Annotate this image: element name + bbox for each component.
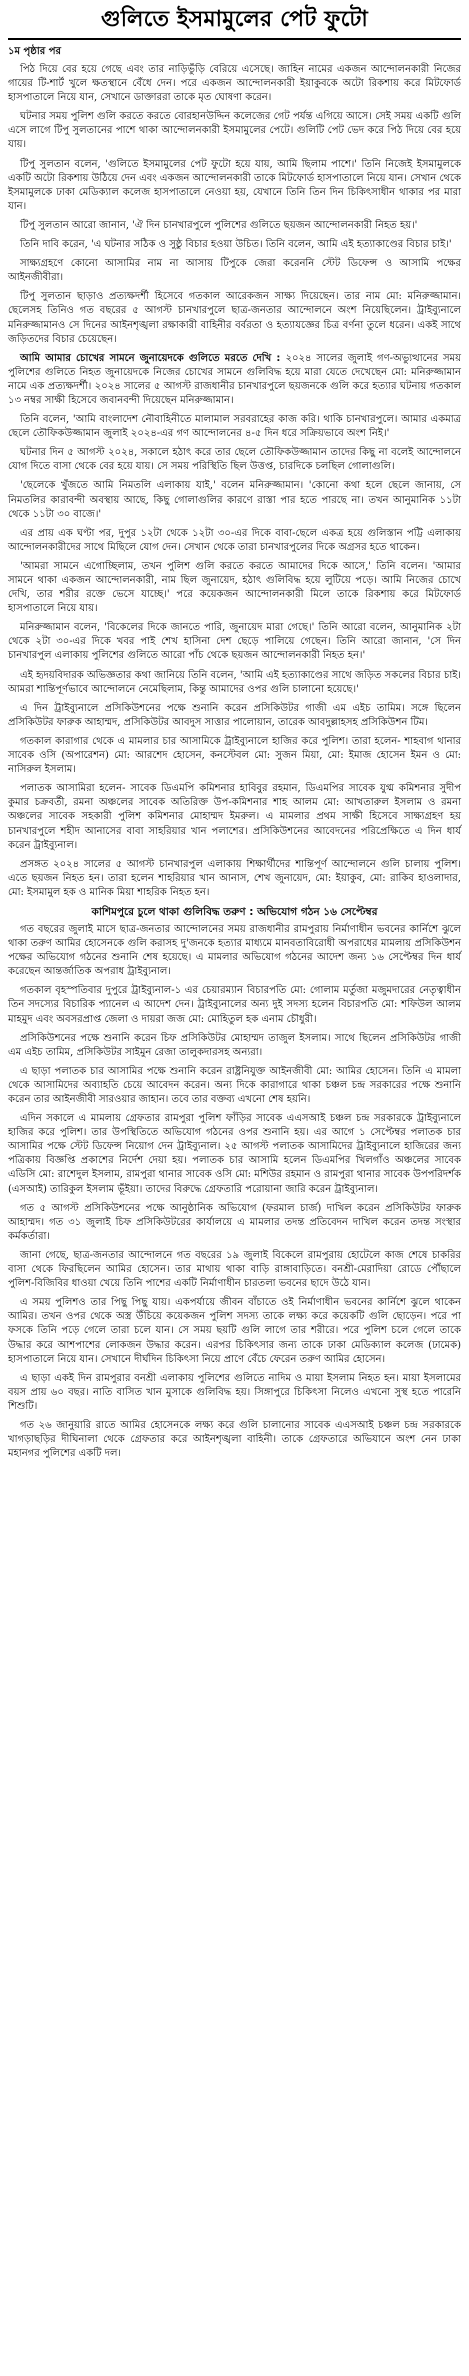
article-paragraph: এর প্রায় এক ঘণ্টা পর, দুপুর ১২টা থেকে ১২টা ৩০-এর দিকে বাবা-ছেলে একত্র হয়ে গুলিস্তান পট্টি এলাকায় আন্দোলনকারীদের সাথে মিছিলে যোগ দেন। সেখান থেকে তারা চানখারপুলের দিকে অগ্রসর হতে থাকেন। xyxy=(8,527,461,553)
article-paragraph: প্রসিকিউশনের পক্ষে শুনানি করেন চিফ প্রসিকিউটর মোহাম্মদ তাজুল ইসলাম। সাথে ছিলেন প্রসিকিউটর গাজী এম এইচ তামিম, প্রসিকিউটর সাইমুন রেজা তালুকদারসহ অন্যরা। xyxy=(8,1032,461,1058)
article-paragraph: টিপু সুলতান ছাড়াও প্রত্যক্ষদর্শী হিসেবে গতকাল আরেকজন সাক্ষ্য দিয়েছেন। তার নাম মো: মনিরুজ্জামান। ছেলেসহ তিনিও গত বছরের ৫ আগস্ট চানখারপুলে ছাত্র-জনতার আন্দোলনে অংশ নিয়েছিলেন। ট্রাইব্যুনালে মনিরুজ্জামানও সে দিনের আইনশৃঙ্খলা রক্ষাকারী বাহিনীর বর্বরতা ও হত্যাযজ্ঞের চিত্র বর্ণনা তুলে ধরেন। একই সাথে জড়িতদের বিচার চেয়েছেন। xyxy=(8,291,461,345)
article-body xyxy=(8,63,461,1461)
article-paragraph: এ দিন ট্রাইব্যুনালে প্রসিকিউশনের পক্ষে শুনানি করেন প্রসিকিউটর গাজী এম এইচ তামিম। সঙ্গে ছিলেন প্রসিকিউটর ফারুক আহাম্মদ, প্রসিকিউটর আবদুস সাত্তার পালোয়ান, তারেক আবদুল্লাহসহ প্রসিকিউশন টিম। xyxy=(8,702,461,728)
section-heading: আমি আমার চোখের সামনে জুনায়েদকে গুলিতে মরতে দেখি : xyxy=(20,352,286,364)
jump-line: ১ম পৃষ্ঠার পর xyxy=(8,46,61,57)
article-paragraph: ঘটনার দিন ৫ আগস্ট ২০২৪, সকালে হঠাৎ করে তার ছেলে তৌফিকউজ্জামান তাদের কিছু না বলেই আন্দোলনে যোগ দিতে বাসা থেকে বের হয়ে যায়। সে সময় পরিস্থিতি ছিল উত্তপ্ত, চারদিকে চলছিল গোলাগুলি। xyxy=(8,447,461,473)
article-paragraph: গত ২৬ জানুয়ারি রাতে আমির হোসেনকে লক্ষ্য করে গুলি চালানোর সাবেক এএসআই চঞ্চল চন্দ্র সরকারকে খাগড়াছড়ির দীঘিনালা থেকে গ্রেফতার করে আইনশৃঙ্খলা বাহিনী। তাকে গ্রেফতারে অভিযানে অংশ নেন ঢাকা মহানগর পুলিশের একটি দল। xyxy=(8,1419,461,1460)
article-paragraph: 'ছেলেকে খুঁজতে আমি নিমতলি এলাকায় যাই,' বলেন মনিরুজ্জামান। 'কোনো কথা হলে ছেলে জানায়, সে নিমতলির কারাবন্দী অবস্থায় আছে, কিছু গোলাগুলির কারণে রাস্তা পার হতে পারছে না। তখন আনুমানিক ১১টা থেকে ১১টা ৩০ বাজে।' xyxy=(8,480,461,520)
article-paragraph: প্রসঙ্গত ২০২৪ সালের ৫ আগস্ট চানখারপুল এলাকায় শিক্ষার্থীদের শান্তিপূর্ণ আন্দোলনে গুলি চালায় পুলিশ। এতে ছয়জন নিহত হন। তারা হলেন শাহরিয়ার খান আনাস, শেখ জুনায়েদ, মো: ইয়াকুব, মো: রাকিব হাওলাদার, মো: ইসমামুল হক ও মানিক মিয়া শাহরিক নিহত হন। xyxy=(8,858,461,898)
article-paragraph: 'আমরা সামনে এগোচ্ছিলাম, তখন পুলিশ গুলি করতে করতে আমাদের দিকে আসে,' তিনি বলেন। 'আমার সামনে থাকা একজন আন্দোলনকারী, নাম ছিল জুনায়েদ, হঠাৎ গুলিবিদ্ধ হয়ে লুটিয়ে পড়ে। আমি নিজের চোখে দেখি, তার শরীর রক্তে ভেসে যাচ্ছে।' পরে কয়েকজন আন্দোলনকারী মিলে তাকে রিকশায় করে মিটফোর্ড হাসপাতালে নিয়ে যায়। xyxy=(8,560,461,615)
article-paragraph: ঘটনার সময় পুলিশ গুলি করতে করতে বোরহানউদ্দিন কলেজের গেট পর্যন্ত এগিয়ে আসে। সেই সময় একটি গুলি এসে লাগে টিপু সুলতানের পাশে থাকা আন্দোলনকারী ইসমামুলের পেটে। গুলিটি পেট ভেদ করে পিঠ দিয়ে বের হয়ে যায়। xyxy=(8,111,461,151)
article-paragraph: গতকাল কারাগার থেকে এ মামলার চার আসামিকে ট্রাইব্যুনালে হাজির করে পুলিশ। তারা হলেন- শাহবাগ থানার সাবেক ওসি (অপারেশন) মো: আরশেদ হোসেন, কনস্টেবল মো: সুজন মিয়া, মো: ইমাজ হোসেন ইমন ও মো: নাসিরুল ইসলাম। xyxy=(8,735,461,776)
article-paragraph: তিনি দাবি করেন, 'এ ঘটনার সঠিক ও সুষ্ঠু বিচার হওয়া উচিত। তিনি বলেন, আমি এই হত্যাকাণ্ডের বিচার চাই।' xyxy=(20,239,452,251)
article-paragraph: সাক্ষ্যগ্রহণে কোনো আসামির নাম না আসায় টিপুকে জেরা করেননি স্টেট ডিফেন্স ও আসামি পক্ষের আইনজীবীরা। xyxy=(8,258,461,284)
headline: গুলিতে ইসমামুলের পেট ফুটো xyxy=(101,7,368,32)
article-paragraph: পিঠ দিয়ে বের হয়ে গেছে এবং তার নাড়িভুঁড়ি বেরিয়ে এসেছে। জাহিন নামের একজন আন্দোলনকারী নিজের গায়ের টি-শার্ট খুলে ক্ষতস্থানে বেঁধে দেন। পরে একজন আন্দোলনকারী ইয়াকুবকে অটো রিকশায় করে মিটফোর্ড হাসপাতালে নিয়ে যান, সেখানে ডাক্তাররা তাকে মৃত ঘোষণা করেন। xyxy=(8,64,461,104)
article-paragraph: টিপু সুলতান বলেন, 'গুলিতে ইসমামুলের পেট ফুটো হয়ে যায়, আমি ছিলাম পাশে।' তিনি নিজেই ইসমামুলকে একটি অটো রিকশায় উঠিয়ে দেন এবং একজন আন্দোলনকারী তাকে মিটফোর্ড হাসপাতালে নিয়ে যান। সেখান থেকে ইসমামুলকে ঢাকা মেডিক্যাল কলেজ হাসপাতালে নেওয়া হয়, যেখানে তিনি তিন দিন চিকিৎসাধীন থাকার পর মারা যান। xyxy=(8,158,461,212)
headline-rule xyxy=(8,38,461,40)
section-heading: কাশিমপুরে চুলে থাকা গুলিবিদ্ধ তরুণ : অভিযোগ গঠন ১৬ সেপ্টেম্বর xyxy=(91,905,378,918)
article-paragraph: এ সময় পুলিশও তার পিছু পিছু যায়। একপর্যায়ে জীবন বাঁচাতে ওই নির্মাণাধীন ভবনের কার্নিশে ঝুলে থাকেন আমির। তখন ওপর থেকে অস্ত্র উঁচিয়ে কয়েকজন পুলিশ সদস্য তাকে লক্ষ্য করে কয়েকটি গুলি ছোড়েন। পরে পা ফসকে তিনি পড়ে গেলে তারা চলে যান। সে সময় ছয়টি গুলি লাগে তার শরীরে। পরে পুলিশ চলে গেলে তাকে উদ্ধার করে আশপাশের লোকজন উদ্ধার করেন। এরপর চিকিৎসার জন্য তাকে ঢাকা মেডিক্যাল কলেজ (ঢামেক) হাসপাতালে নিয়ে যান। সেখানে দীর্ঘদিন চিকিৎসা নিয়ে প্রাণে বেঁচে ফেরেন তরুণ আমির হোসেন। xyxy=(8,1297,461,1365)
article-paragraph: গতকাল বৃহস্পতিবার দুপুরে ট্রাইব্যুনাল-১ এর চেয়ারম্যান বিচারপতি মো: গোলাম মর্তুজা মজুমদারের নেতৃত্বাধীন তিন সদস্যের বিচারিক প্যানেল এ আদেশ দেন। ট্রাইব্যুনালের অন্য দুই সদস্য হলেন বিচারপতি মো: শফিউল আলম মাহমুদ এবং অবসরপ্রাপ্ত জেলা ও দায়রা জজ মো: মোহিতুল হক এনাম চৌধুরী। xyxy=(8,985,461,1025)
article-paragraph: পলাতক আসামিরা হলেন- সাবেক ডিএমপি কমিশনার হাবিবুর রহমান, ডিএমপির সাবেক যুগ্ম কমিশনার সুদীপ কুমার চক্রবর্তী, রমনা অঞ্চলের সাবেক অতিরিক্ত উপ-কমিশনার শাহ আলম মো: আখতারুল ইসলাম ও রমনা অঞ্চলের সাবেক সহকারী পুলিশ কমিশনার মোহাম্মদ ইমরুল। এ মামলার প্রথম সাক্ষী হিসেবে সাক্ষ্যগ্রহণ হয় চানখারপুলে শহীদ আনাসের বাবা সাহরিয়ার খান পলাশের। প্রসিকিউশনের আবেদনের পরিপ্রেক্ষিতে এ দিন ধার্য করেন ট্রাইব্যুনাল। xyxy=(8,783,461,851)
article-paragraph: টিপু সুলতান আরো জানান, 'ঐ দিন চানখারপুলে পুলিশের গুলিতে ছয়জন আন্দোলনকারী নিহত হয়।' xyxy=(20,219,418,231)
article-paragraph: এদিন সকালে এ মামলায় গ্রেফতার রামপুরা পুলিশ ফাঁড়ির সাবেক এএসআই চঞ্চল চন্দ্র সরকারকে ট্রাইব্যুনালে হাজির করে পুলিশ। তার উপস্থিতিতে অভিযোগ গঠনের ওপর শুনানি হয়। এর আগে ১ সেপ্টেম্বর পলাতক চার আসামির পক্ষে স্টেট ডিফেন্স নিয়োগ দেন ট্রাইব্যুনাল। ২৫ আগস্ট পলাতক আসামিদের ট্রাইব্যুনালে হাজিরের জন্য পত্রিকায় বিজ্ঞপ্তি প্রকাশের নির্দেশ দেয়া হয়। পলাতক চার আসামি হলেন ডিএমপির খিলগাঁও অঞ্চলের সাবেক এডিসি মো: রাশেদুল ইসলাম, রামপুরা থানার সাবেক ওসি মো: মশিউর রহমান ও রামপুরা থানার সাবেক উপপরিদর্শক (এসআই) তারিকুল ইসলাম ভূঁইয়া। তাদের বিরুদ্ধে গ্রেফতারি পরোয়ানা জারি করেন ট্রাইব্যুনাল। xyxy=(8,1113,461,1195)
paragraph-text: ২০২৪ সালের জুলাই গণ-অভ্যুত্থানের সময় পুলিশের গুলিতে নিহত জুনায়েদকে নিজের চোখের সামনে গুলিবিদ্ধ হয়ে মারা যেতে দেখেছেন মো: মনিরুজ্জামান নামে এক প্রত্যক্ষদর্শী। ২০২৪ সালের ৫ আগস্ট রাজধানীর চানখারপুলে ছয়জনকে গুলি করে হত্যার ঘটনায় গতকাল ১৩ নম্বর সাক্ষী হিসেবে জবানবন্দী দিয়েছেন মনিরুজ্জামান। xyxy=(8,352,461,406)
article-paragraph xyxy=(8,352,461,408)
article-paragraph: তিনি বলেন, 'আমি বাংলাদেশ নৌবাহিনীতে মালামাল সরবরাহের কাজ করি। থাকি চানখারপুলে। আমার একমাত্র ছেলে তৌফিকউজ্জামান জুলাই ২০২৪-এর গণ আন্দোলনের ৪-৫ দিন ধরে সক্রিয়ভাবে অংশ নিই।' xyxy=(8,414,461,440)
article-paragraph: এ ছাড়া পলাতক চার আসামির পক্ষে শুনানি করেন রাষ্ট্রনিযুক্ত আইনজীবী মো: আমির হোসেন। তিনি এ মামলা থেকে আসামিদের অব্যাহতি চেয়ে আবেদন করেন। অন্য দিকে কারাগারে থাকা চঞ্চল চন্দ্র সরকারের পক্ষে শুনানি করেন তার আইনজীবী সারওয়ার জাহান। তবে তার বক্তব্য এখনো শেষ হয়নি। xyxy=(8,1065,461,1105)
article-paragraph: গত ৫ আগস্ট প্রসিকিউশনের পক্ষে আনুষ্ঠানিক অভিযোগ (ফরমাল চার্জ) দাখিল করেন প্রসিকিউটর ফারুক আহাম্মদ। গত ৩১ জুলাই চিফ প্রসিকিউটরের কার্যালয়ে এ মামলার তদন্ত প্রতিবেদন দাখিল করেন তদন্ত সংস্থার কর্মকর্তারা। xyxy=(8,1202,461,1242)
article-paragraph: এ ছাড়া একই দিন রামপুরার বনশ্রী এলাকায় পুলিশের গুলিতে নাদিম ও মায়া ইসলাম নিহত হন। মায়া ইসলামের বয়স প্রায় ৬০ বছর। নাতি বাসিত খান মুসাকে গুলিবিদ্ধ হয়। সিঙ্গাপুরে চিকিৎসা নিলেও এখনো সুস্থ হতে পারেনি শিশুটি। xyxy=(8,1372,461,1412)
newspaper-page xyxy=(0,6,469,2376)
article-paragraph: গত বছরের জুলাই মাসে ছাত্র-জনতার আন্দোলনের সময় রাজধানীর রামপুরায় নির্মাণাধীন ভবনের কার্নিশে ঝুলে থাকা তরুণ আমির হোসেনকে গুলি করাসহ দু'জনকে হত্যার মাধ্যমে মানবতাবিরোধী অপরাধের মামলায় প্রসিকিউশন পক্ষের অভিযোগ গঠনের শুনানি শেষ হয়েছে। এ মামলার অভিযোগ গঠনের আদেশ জন্য ১৬ সেপ্টেম্বর দিন ধার্য করেছেন আন্তর্জাতিক অপরাধ ট্রাইব্যুনাল। xyxy=(8,923,461,978)
article-paragraph: এই হৃদয়বিদারক অভিজ্ঞতার কথা জানিয়ে তিনি বলেন, 'আমি এই হত্যাকাণ্ডের সাথে জড়িত সকলের বিচার চাই। আমরা শান্তিপূর্ণভাবে আন্দোলনে নেমেছিলাম, কিন্তু আমাদের ওপর গুলি চালানো হয়েছে।' xyxy=(8,669,461,695)
article-paragraph: জানা গেছে, ছাত্র-জনতার আন্দোলনে গত বছরের ১৯ জুলাই বিকেলে রামপুরায় হোটেলে কাজ শেষে চাকরির বাসা থেকে ফিরছিলেন আমির হোসেন। তার মাথায় থাকা বাড়ি রাঙ্গাবাড়িতে। বনশ্রী-মেরাদিয়া রোডে পৌঁছালে পুলিশ-বিজিবির ধাওয়া খেয়ে তিনি পাশের একটি নির্মাণাধীন চারতলা ভবনের ছাদে উঠে যান। xyxy=(8,1249,461,1290)
article-paragraph: মনিরুজ্জামান বলেন, 'বিকেলের দিকে জানতে পারি, জুনায়েদ মারা গেছে।' তিনি আরো বলেন, আনুমানিক ২টা থেকে ২টা ৩০-এর দিকে খবর পাই শেখ হাসিনা দেশ ছেড়ে পালিয়ে গেছেন। তিনি আরো জানান, 'সে দিন চানখারপুল এলাকায় পুলিশের গুলিতে আরো পাঁচ থেকে ছয়জন আন্দোলনকারী নিহত হন।' xyxy=(8,622,461,662)
